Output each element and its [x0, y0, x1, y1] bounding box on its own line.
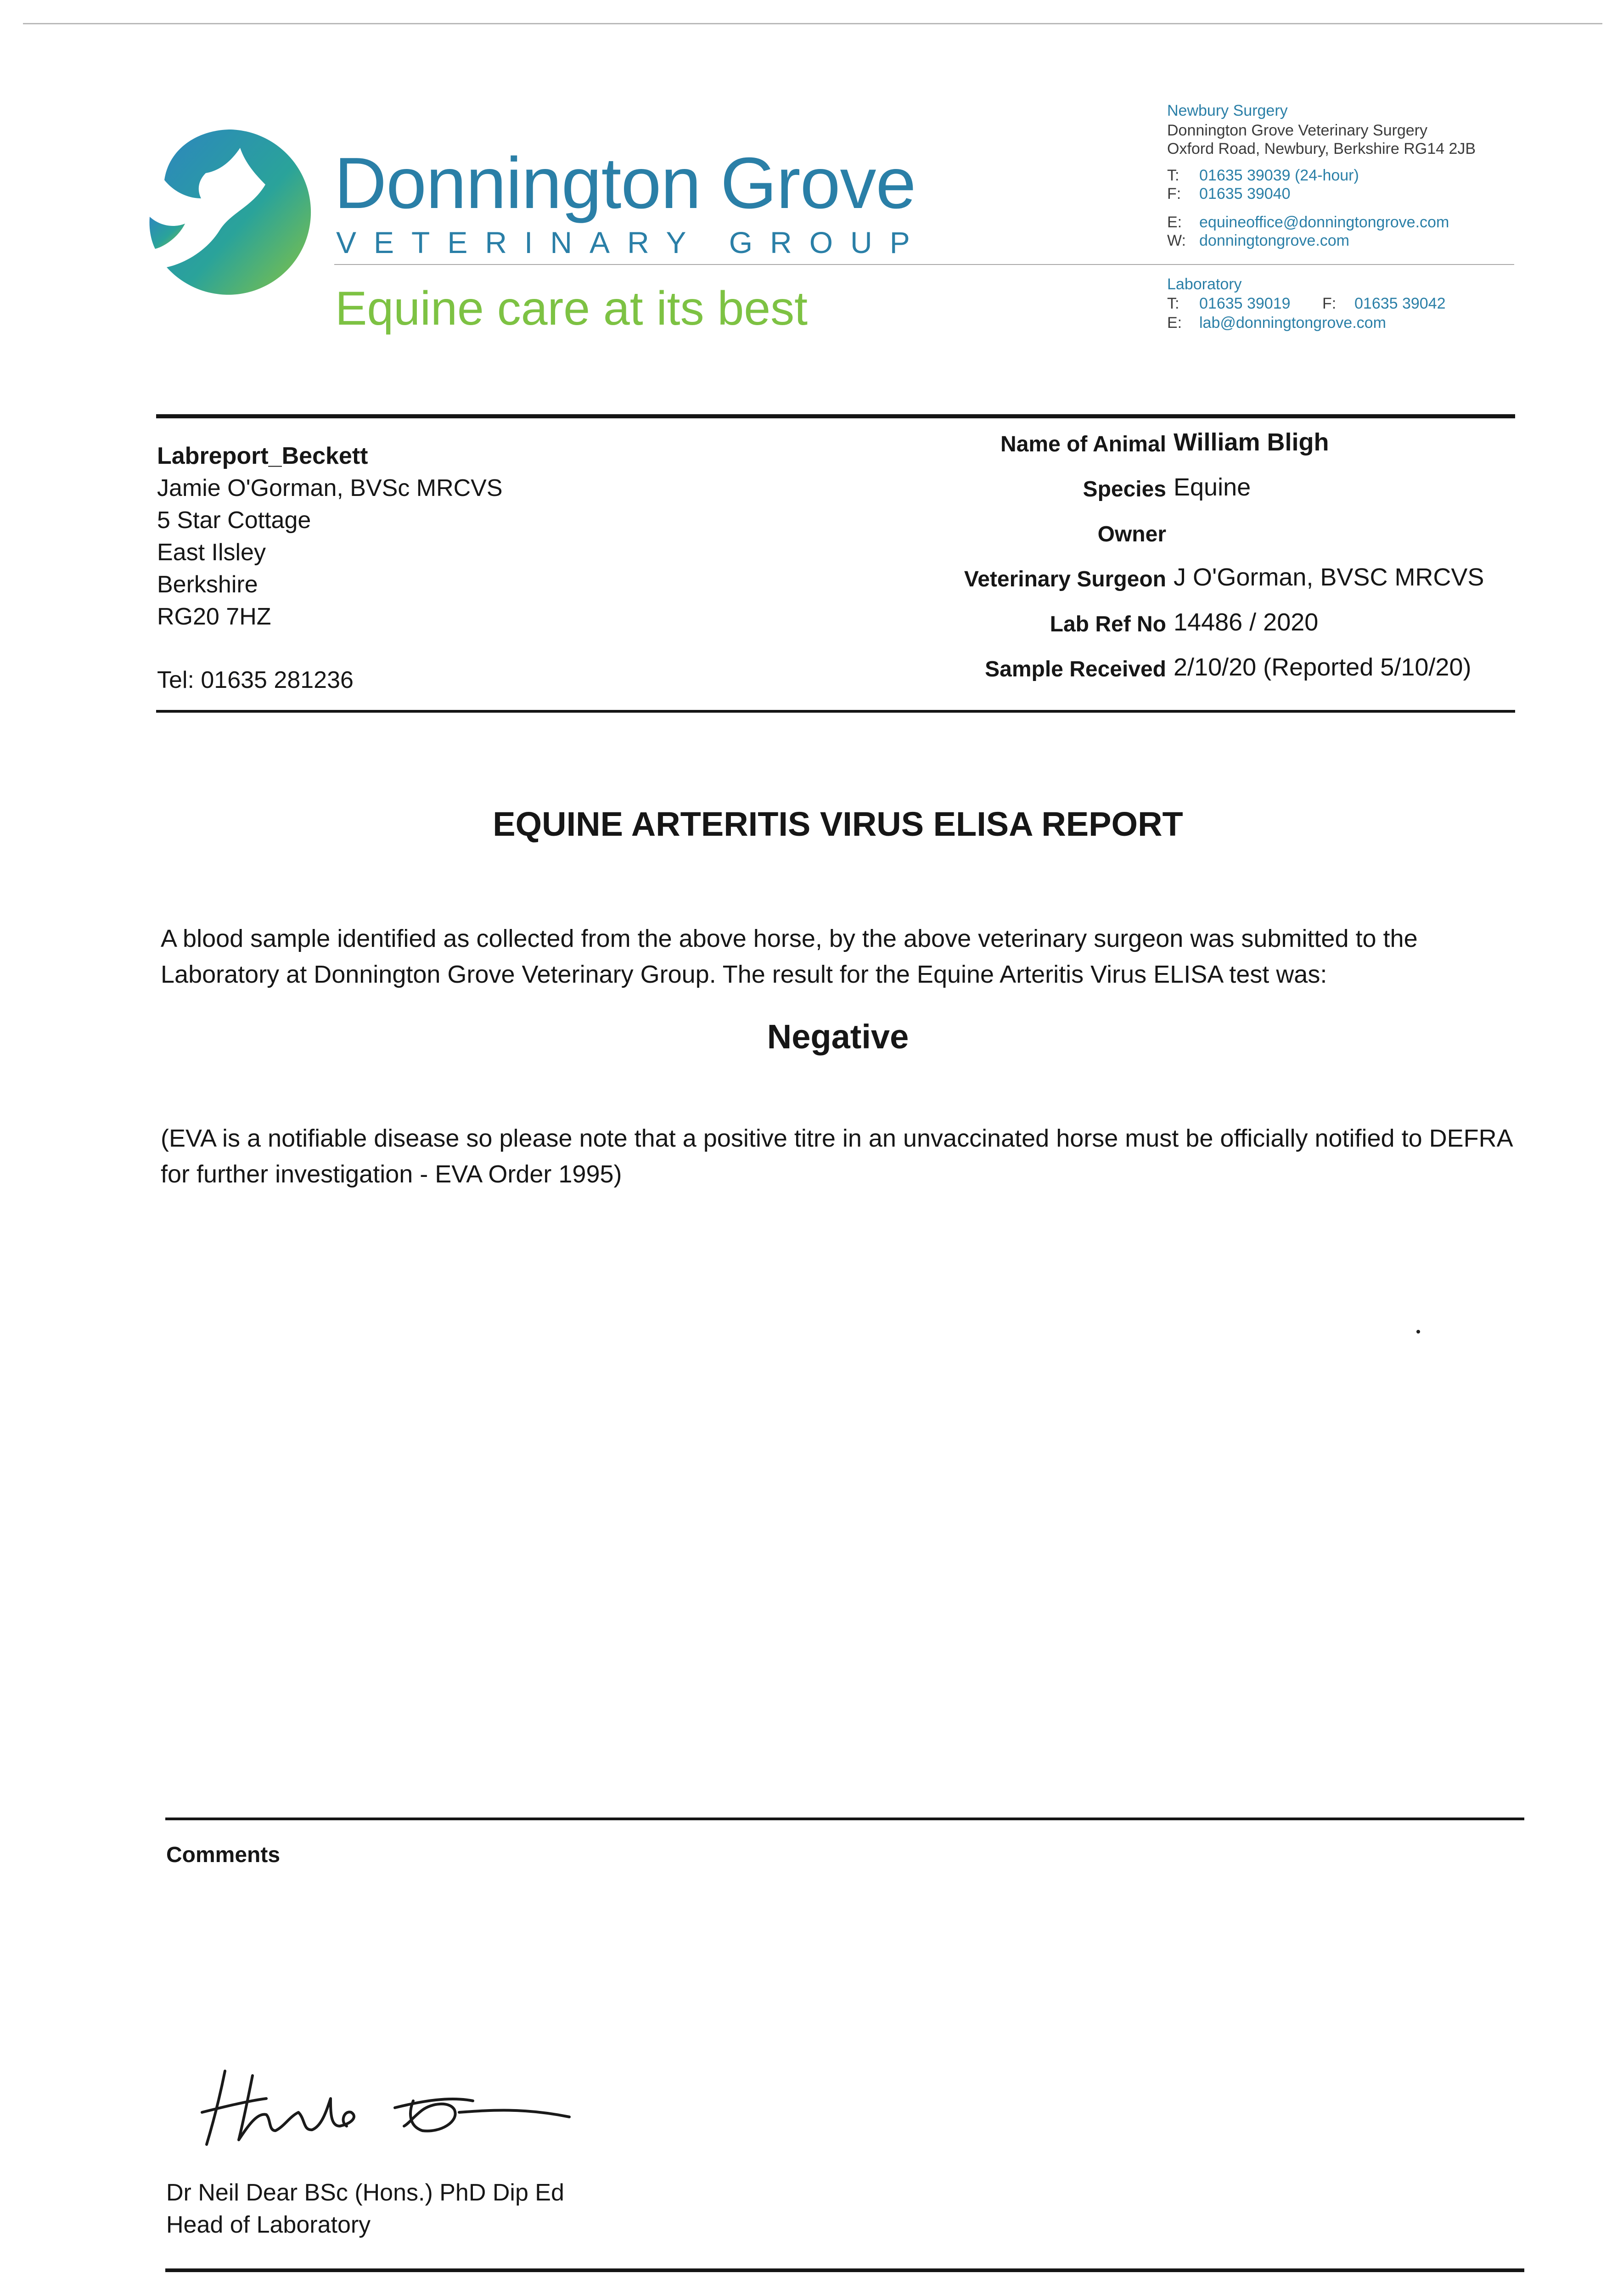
labref-value: 14486 / 2020: [1174, 608, 1319, 636]
laboratory-heading: Laboratory: [1167, 276, 1242, 293]
surgery-line2: Oxford Road, Newbury, Berkshire RG14 2JB: [1167, 140, 1476, 158]
header-rule: [156, 414, 1515, 418]
address-line: 5 Star Cottage: [157, 507, 311, 534]
address-line: East Ilsley: [157, 539, 266, 566]
surgery-line1: Donnington Grove Veterinary Surgery: [1167, 122, 1427, 139]
vet-value: J O'Gorman, BVSC MRCVS: [1174, 563, 1484, 591]
signatory-role: Head of Laboratory: [166, 2212, 371, 2238]
animal-name: William Bligh: [1174, 428, 1329, 456]
email-label: E:: [1167, 214, 1182, 231]
labref-label: Lab Ref No: [1050, 612, 1166, 636]
details-rule: [156, 710, 1515, 713]
laboratory-email[interactable]: lab@donningtongrove.com: [1199, 314, 1386, 332]
laboratory-email-row: [1167, 313, 1446, 332]
recipient-name: Jamie O'Gorman, BVSc MRCVS: [157, 475, 503, 501]
laboratory-contact: [1167, 275, 1446, 332]
report-intro: A blood sample identified as collected from the above horse, by the above veterinary surgeon was submitted to the Laboratory at Donnington Grove Veterinary Group. The result for the Equine Arteritis Virus ELISA test was:: [161, 925, 1418, 988]
received-label: Sample Received: [985, 657, 1166, 681]
report-reference: Labreport_Beckett: [157, 443, 368, 469]
brand-tagline: Equine care at its best: [335, 282, 808, 335]
animal-label: Name of Animal: [1000, 432, 1166, 456]
vet-label: Veterinary Surgeon: [964, 567, 1166, 591]
tel-label: T:: [1167, 295, 1180, 312]
received-value: 2/10/20 (Reported 5/10/20): [1174, 653, 1472, 681]
address-line: Berkshire: [157, 571, 258, 598]
web-label: W:: [1167, 232, 1186, 249]
tel-label: T:: [1167, 167, 1180, 184]
laboratory-fax: 01635 39042: [1354, 295, 1446, 312]
surgery-web-row: [1167, 231, 1476, 250]
fax-label: F:: [1322, 295, 1337, 312]
comments-label: Comments: [166, 1843, 281, 1867]
horse-logo-icon: [146, 129, 316, 295]
species-value: Equine: [1174, 473, 1251, 501]
signature: [193, 2057, 588, 2149]
comments-rule: [165, 1818, 1524, 1820]
surgery-email-row: [1167, 213, 1476, 231]
email-label: E:: [1167, 314, 1182, 332]
surgery-web[interactable]: donningtongrove.com: [1199, 232, 1350, 249]
surgery-contact: [1167, 100, 1476, 250]
surgery-heading: Newbury Surgery: [1167, 102, 1288, 119]
top-rule: [23, 23, 1602, 24]
surgery-email[interactable]: equineoffice@donningtongrove.com: [1199, 214, 1449, 231]
report-title: EQUINE ARTERITIS VIRUS ELISA REPORT: [493, 805, 1183, 843]
surgery-tel-row: [1167, 166, 1476, 185]
signatory-name: Dr Neil Dear BSc (Hons.) PhD Dip Ed: [166, 2179, 564, 2206]
recipient-tel: Tel: 01635 281236: [157, 667, 354, 693]
laboratory-tel: 01635 39019: [1199, 295, 1291, 312]
signatory-block: [166, 2177, 564, 2241]
report-note: (EVA is a notifiable disease so please note that a positive titre in an unvaccinated horse must be officially notified to DEFRA for further investigation - EVA Order 1995): [161, 1125, 1512, 1188]
surgery-fax-row: [1167, 185, 1476, 203]
surgery-tel: 01635 39039 (24-hour): [1199, 167, 1359, 184]
fax-label: F:: [1167, 185, 1181, 203]
footer-rule: [165, 2268, 1524, 2272]
address-postcode: RG20 7HZ: [157, 603, 271, 630]
recipient-address: [157, 440, 503, 633]
laboratory-tel-row: [1167, 294, 1446, 313]
brand-subtitle: VETERINARY GROUP: [336, 225, 927, 259]
scan-speck: [1416, 1330, 1420, 1334]
owner-label: Owner: [1097, 522, 1166, 546]
brand-name: Donnington Grove: [334, 143, 916, 224]
surgery-fax: 01635 39040: [1199, 185, 1291, 203]
letterhead-divider: [334, 264, 1514, 265]
species-label: Species: [1083, 477, 1166, 501]
test-result: Negative: [767, 1018, 909, 1056]
